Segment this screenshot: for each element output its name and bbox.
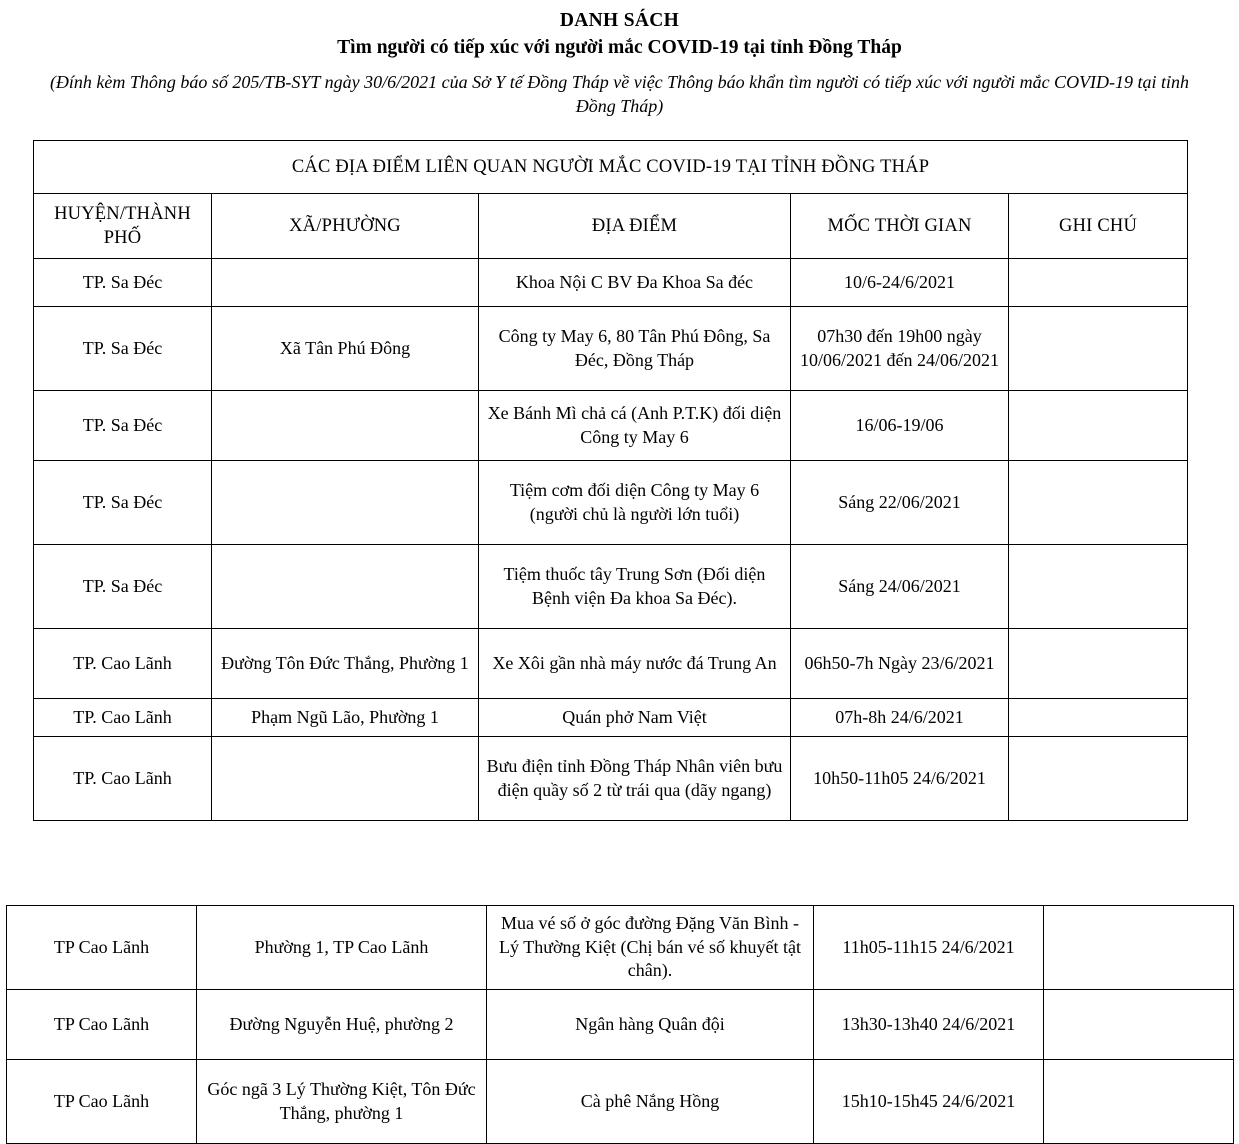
- cell-district: TP. Cao Lãnh: [34, 737, 212, 821]
- cell-place: Mua vé số ở góc đường Đặng Văn Bình - Lý Thường Kiệt (Chị bán vé số khuyết tật chân).: [487, 906, 814, 990]
- cell-district: TP Cao Lãnh: [7, 1060, 197, 1144]
- cell-place: Ngân hàng Quân đội: [487, 990, 814, 1060]
- cell-note: [1009, 545, 1188, 629]
- cell-district: TP. Sa Đéc: [34, 307, 212, 391]
- table-banner: CÁC ĐỊA ĐIỂM LIÊN QUAN NGƯỜI MẮC COVID-19 TẠI TỈNH ĐỒNG THÁP: [34, 141, 1188, 194]
- cell-note: [1009, 629, 1188, 699]
- cell-time: Sáng 24/06/2021: [791, 545, 1009, 629]
- column-header-place: ĐỊA ĐIỂM: [479, 194, 791, 259]
- cell-ward: Phạm Ngũ Lão, Phường 1: [212, 699, 479, 737]
- cell-time: Sáng 22/06/2021: [791, 461, 1009, 545]
- table-row: [34, 737, 1188, 821]
- cell-note: [1009, 699, 1188, 737]
- column-header-district: HUYỆN/THÀNH PHỐ: [34, 194, 212, 259]
- cell-time: 10/6-24/6/2021: [791, 259, 1009, 307]
- document-reference-note: (Đính kèm Thông báo số 205/TB-SYT ngày 30/6/2021 của Sở Y tế Đồng Tháp về việc Thông báo khẩn tìm người có tiếp xúc với người mắc COVID-19 tại tỉnh Đồng Tháp): [49, 71, 1190, 117]
- document-heading: [0, 0, 1239, 119]
- cell-time: 11h05-11h15 24/6/2021: [814, 906, 1044, 990]
- column-header-time: MỐC THỜI GIAN: [791, 194, 1009, 259]
- locations-table-primary: [33, 140, 1188, 821]
- table-row: [34, 461, 1188, 545]
- cell-ward: [212, 259, 479, 307]
- table-row: [7, 990, 1234, 1060]
- table-row: [34, 545, 1188, 629]
- cell-time: 10h50-11h05 24/6/2021: [791, 737, 1009, 821]
- cell-district: TP. Sa Đéc: [34, 461, 212, 545]
- cell-time: 15h10-15h45 24/6/2021: [814, 1060, 1044, 1144]
- table-row: [34, 307, 1188, 391]
- cell-ward: Phường 1, TP Cao Lãnh: [197, 906, 487, 990]
- cell-district: TP Cao Lãnh: [7, 906, 197, 990]
- cell-place: Tiệm thuốc tây Trung Sơn (Đối diện Bệnh viện Đa khoa Sa Đéc).: [479, 545, 791, 629]
- cell-note: [1009, 307, 1188, 391]
- cell-note: [1009, 737, 1188, 821]
- table-row: [7, 1060, 1234, 1144]
- cell-note: [1009, 391, 1188, 461]
- cell-time: 07h30 đến 19h00 ngày 10/06/2021 đến 24/06/2021: [791, 307, 1009, 391]
- cell-district: TP. Sa Đéc: [34, 259, 212, 307]
- cell-district: TP. Cao Lãnh: [34, 629, 212, 699]
- column-header-ward: XÃ/PHƯỜNG: [212, 194, 479, 259]
- page-title: DANH SÁCH: [559, 10, 680, 31]
- table-row: [34, 391, 1188, 461]
- cell-note: [1044, 906, 1234, 990]
- cell-place: Khoa Nội C BV Đa Khoa Sa đéc: [479, 259, 791, 307]
- cell-place: Quán phở Nam Việt: [479, 699, 791, 737]
- table-row: [34, 259, 1188, 307]
- cell-note: [1044, 1060, 1234, 1144]
- cell-ward: Góc ngã 3 Lý Thường Kiệt, Tôn Đức Thắng, phường 1: [197, 1060, 487, 1144]
- cell-time: 07h-8h 24/6/2021: [791, 699, 1009, 737]
- cell-district: TP Cao Lãnh: [7, 990, 197, 1060]
- cell-ward: Đường Tôn Đức Thắng, Phường 1: [212, 629, 479, 699]
- cell-place: Tiệm cơm đối diện Công ty May 6 (người chủ là người lớn tuổi): [479, 461, 791, 545]
- locations-table-secondary-wrapper: [6, 905, 1233, 1144]
- cell-ward: [212, 391, 479, 461]
- cell-place: Xe Bánh Mì chả cá (Anh P.T.K) đối diện Công ty May 6: [479, 391, 791, 461]
- cell-ward: [212, 461, 479, 545]
- column-header-note: GHI CHÚ: [1009, 194, 1188, 259]
- cell-place: Cà phê Nắng Hồng: [487, 1060, 814, 1144]
- locations-table-primary-wrapper: [33, 140, 1187, 821]
- cell-place: Xe Xôi gần nhà máy nước đá Trung An: [479, 629, 791, 699]
- locations-table-secondary: [6, 905, 1234, 1144]
- table-row: [34, 699, 1188, 737]
- cell-ward: Xã Tân Phú Đông: [212, 307, 479, 391]
- cell-note: [1009, 461, 1188, 545]
- cell-time: 13h30-13h40 24/6/2021: [814, 990, 1044, 1060]
- cell-note: [1009, 259, 1188, 307]
- table-row: [34, 629, 1188, 699]
- table-banner-row: [34, 141, 1188, 194]
- cell-ward: [212, 545, 479, 629]
- cell-time: 06h50-7h Ngày 23/6/2021: [791, 629, 1009, 699]
- cell-ward: Đường Nguyễn Huệ, phường 2: [197, 990, 487, 1060]
- cell-place: Bưu điện tỉnh Đồng Tháp Nhân viên bưu điện quầy số 2 từ trái qua (dãy ngang): [479, 737, 791, 821]
- page-subtitle: Tìm người có tiếp xúc với người mắc COVID-19 tại tỉnh Đồng Tháp: [337, 36, 902, 58]
- cell-ward: [212, 737, 479, 821]
- cell-time: 16/06-19/06: [791, 391, 1009, 461]
- table-header-row: [34, 194, 1188, 259]
- cell-district: TP. Sa Đéc: [34, 391, 212, 461]
- cell-place: Công ty May 6, 80 Tân Phú Đông, Sa Đéc, Đồng Tháp: [479, 307, 791, 391]
- table-row: [7, 906, 1234, 990]
- cell-note: [1044, 990, 1234, 1060]
- cell-district: TP. Cao Lãnh: [34, 699, 212, 737]
- cell-district: TP. Sa Đéc: [34, 545, 212, 629]
